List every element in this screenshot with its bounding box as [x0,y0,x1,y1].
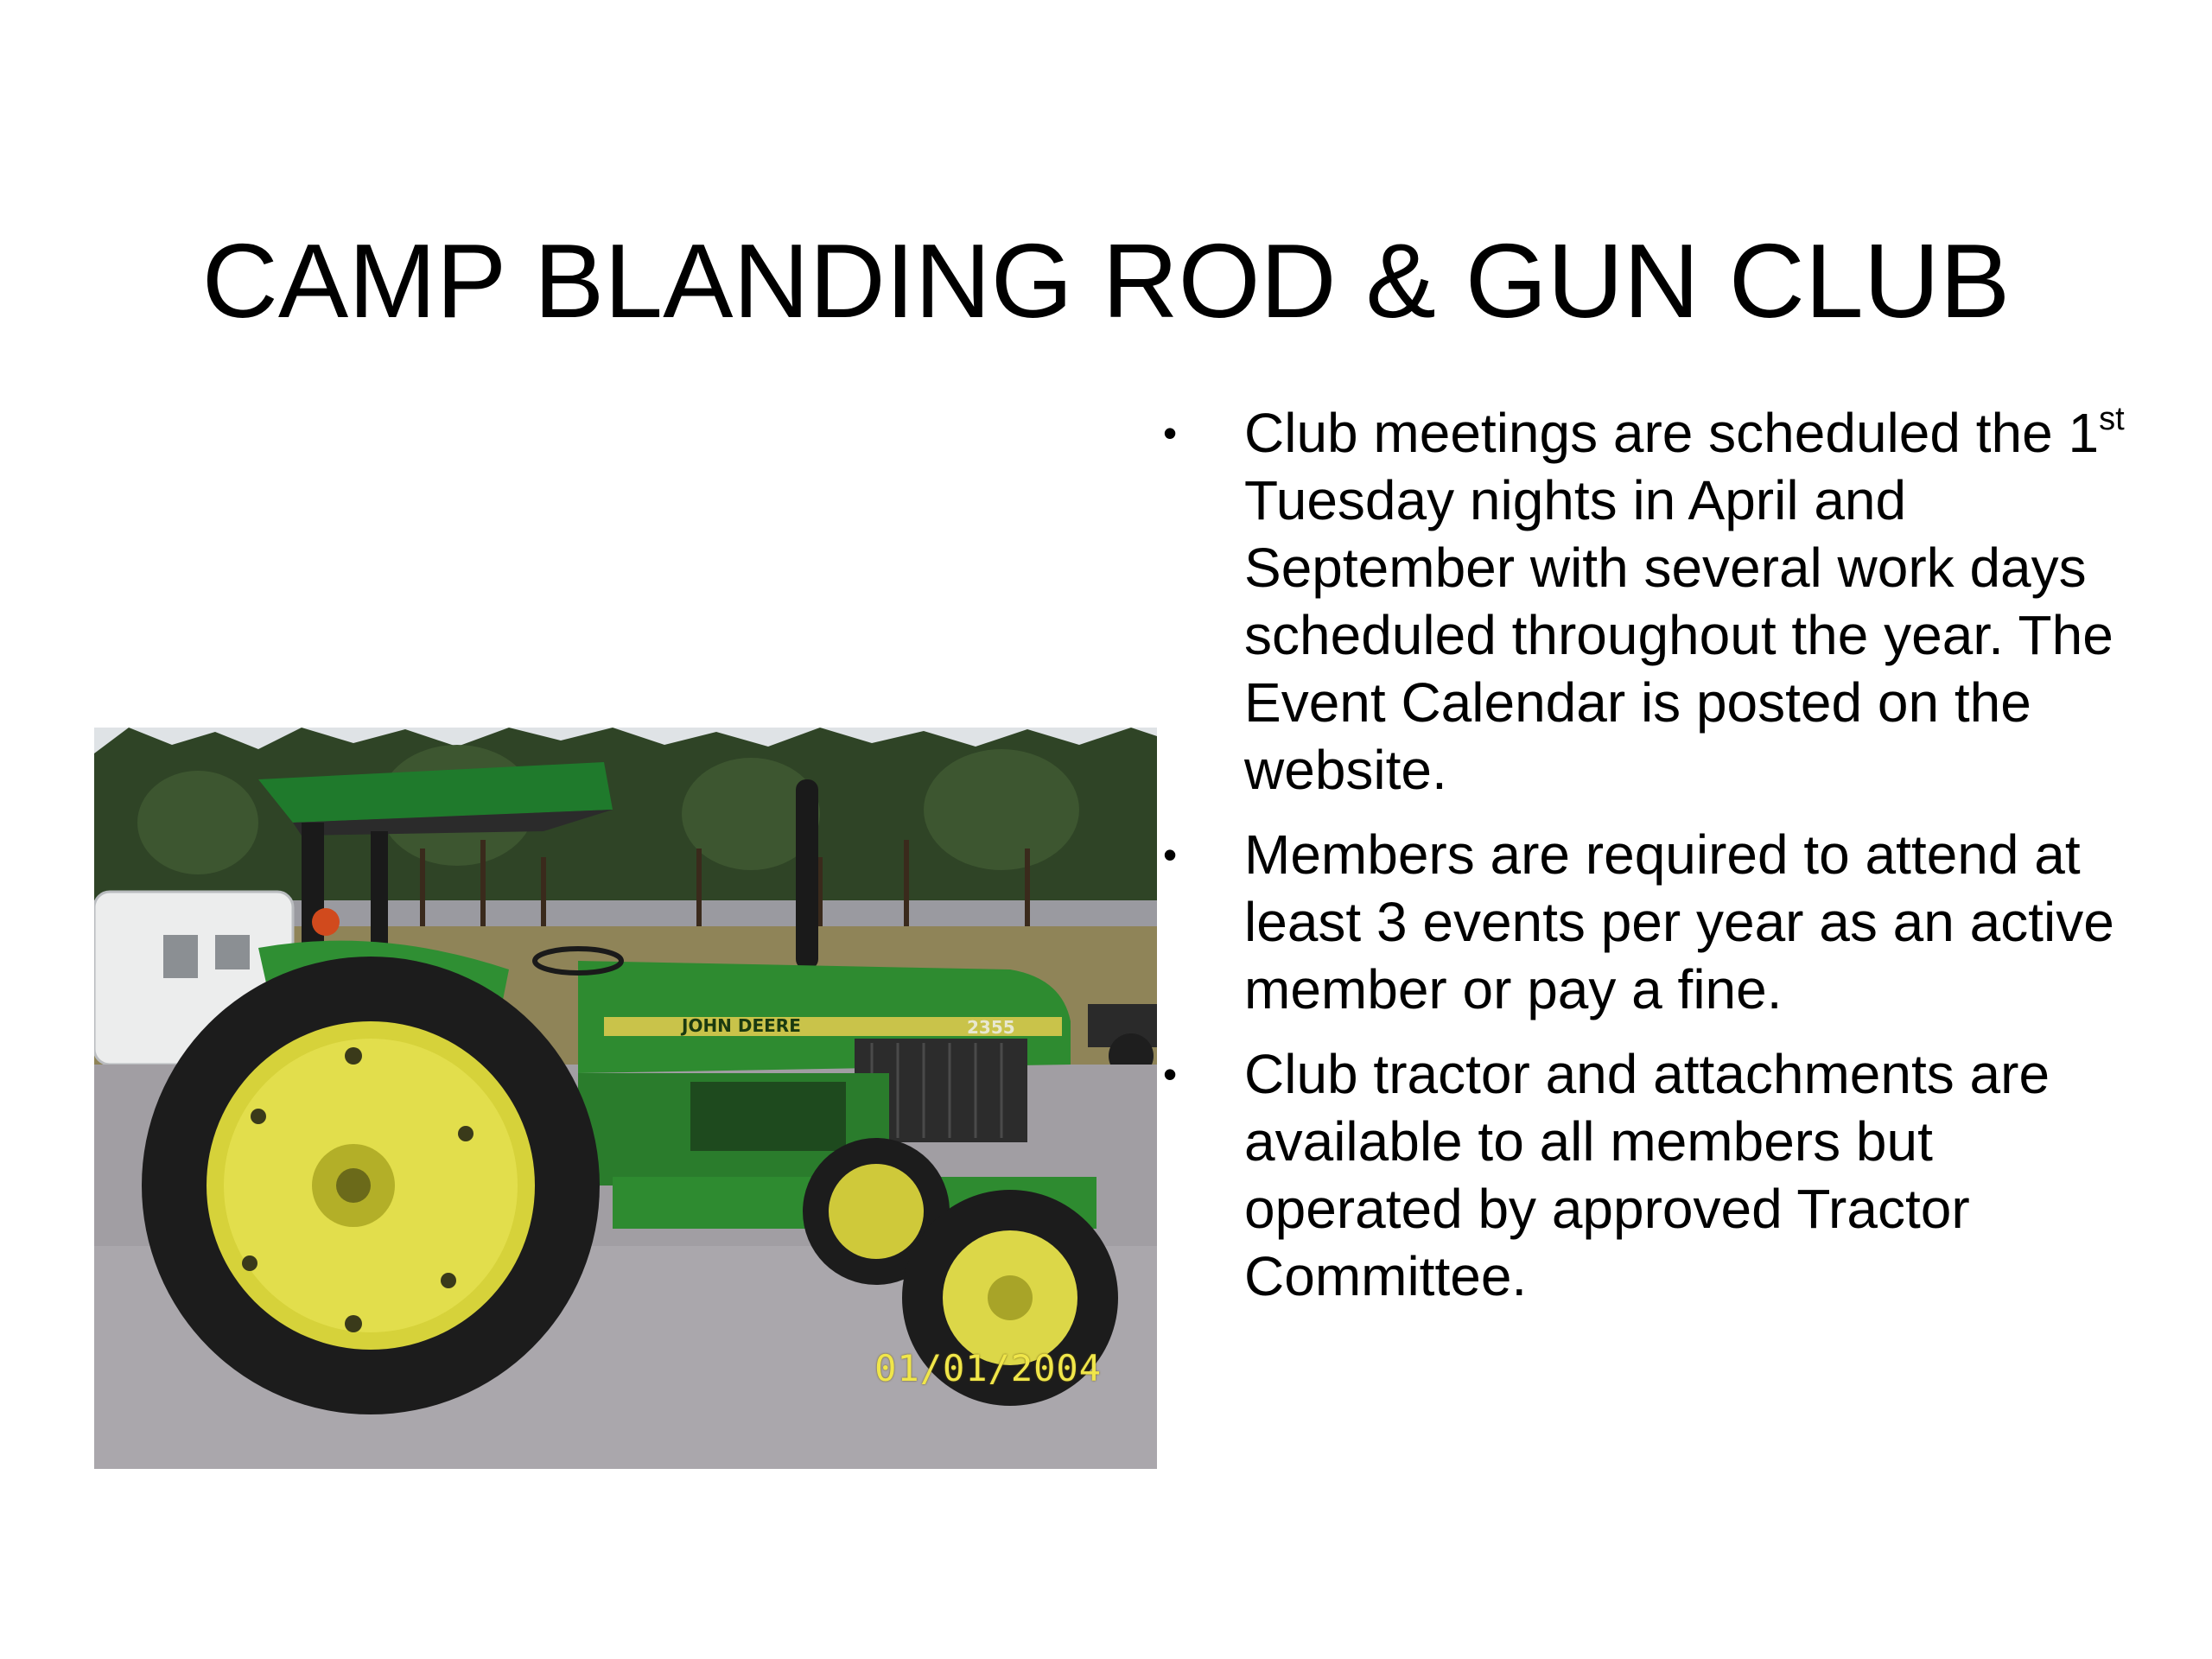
bullet-dot: • [1163,410,1178,455]
tractor-photo [94,728,1157,1469]
bullet-text: Members are required to attend at least 3 events per year as an active member or pay a fine. [1244,823,2114,1020]
photo-date-stamp: 01/01/2004 [874,1347,1102,1389]
slide-title: CAMP BLANDING ROD & GUN CLUB [201,221,2011,340]
bullet-item [1158,821,2126,1023]
bullet-superscript: st [2099,401,2125,437]
brand-decal: JOHN DEERE [682,1015,801,1036]
bullet-list [1158,399,2126,1327]
bullet-item [1158,1040,2126,1310]
bullet-text-end: Tuesday nights in April and September with several work days scheduled throughout the year. The Event Calendar is posted on the website. [1244,469,2113,801]
bullet-dot: • [1163,1052,1178,1096]
bullet-item [1158,399,2126,804]
model-decal: 2355 [967,1017,1015,1038]
bullet-text: Club tractor and attachments are available to all members but operated by approved Tractor Committee. [1244,1043,2050,1307]
bullet-text-start: Club meetings are scheduled the 1 [1244,402,2100,464]
bullet-dot: • [1163,832,1178,877]
